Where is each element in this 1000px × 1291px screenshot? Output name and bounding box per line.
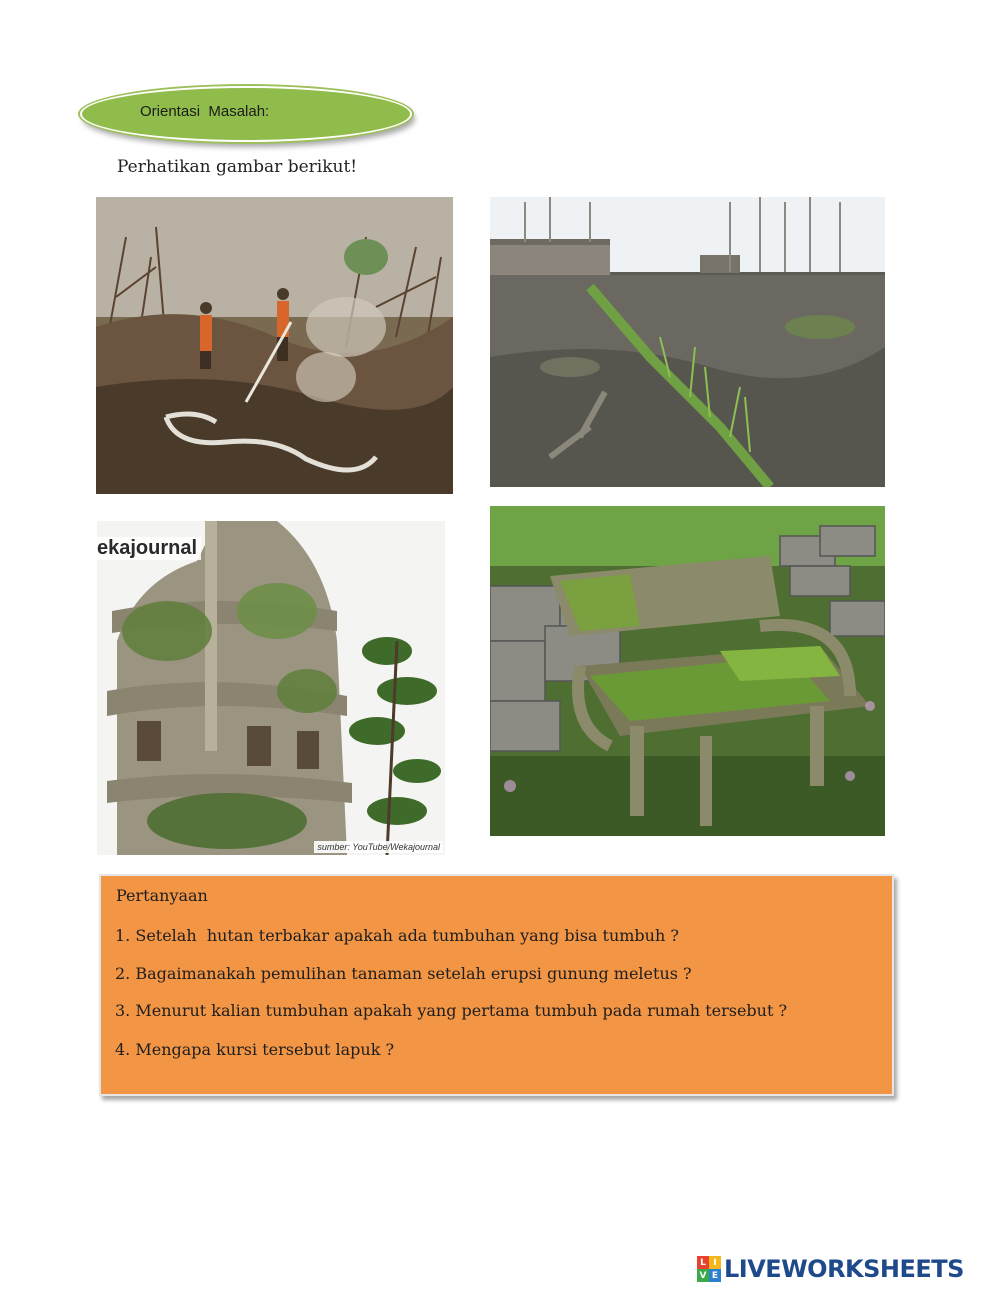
question-box bbox=[99, 874, 894, 1096]
question-item: 2. Bagaimanakah pemulihan tanaman setelah erupsi gunung meletus ? bbox=[115, 964, 692, 983]
eruption-landscape-photo bbox=[490, 197, 885, 487]
question-item: 4. Mengapa kursi tersebut lapuk ? bbox=[115, 1040, 395, 1059]
abandoned-house-photo bbox=[97, 521, 445, 855]
brand-name: LIVEWORKSHEETS bbox=[724, 1255, 964, 1283]
logo-letter: V bbox=[697, 1269, 709, 1282]
instruction-text: Perhatikan gambar berikut! bbox=[117, 157, 358, 177]
question-item: 1. Setelah hutan terbakar apakah ada tumbuhan yang bisa tumbuh ? bbox=[115, 926, 679, 945]
section-pill bbox=[80, 86, 412, 142]
logo-letter: L bbox=[697, 1256, 709, 1269]
logo-letter: E bbox=[709, 1269, 721, 1282]
house-watermark-text: ekajournal bbox=[97, 537, 201, 560]
forest-fire-photo bbox=[96, 197, 453, 494]
liveworksheets-brand bbox=[697, 1254, 964, 1284]
mossy-bench-photo bbox=[490, 506, 885, 836]
section-pill-label: Orientasi Masalah: bbox=[140, 103, 270, 120]
questions-title: Pertanyaan bbox=[116, 886, 208, 905]
question-item: 3. Menurut kalian tumbuhan apakah yang pertama tumbuh pada rumah tersebut ? bbox=[115, 1001, 788, 1020]
house-source-caption: sumber: YouTube/Wekajournal bbox=[314, 841, 443, 853]
logo-letter: I bbox=[709, 1256, 721, 1269]
liveworksheets-logo-icon bbox=[697, 1256, 721, 1282]
